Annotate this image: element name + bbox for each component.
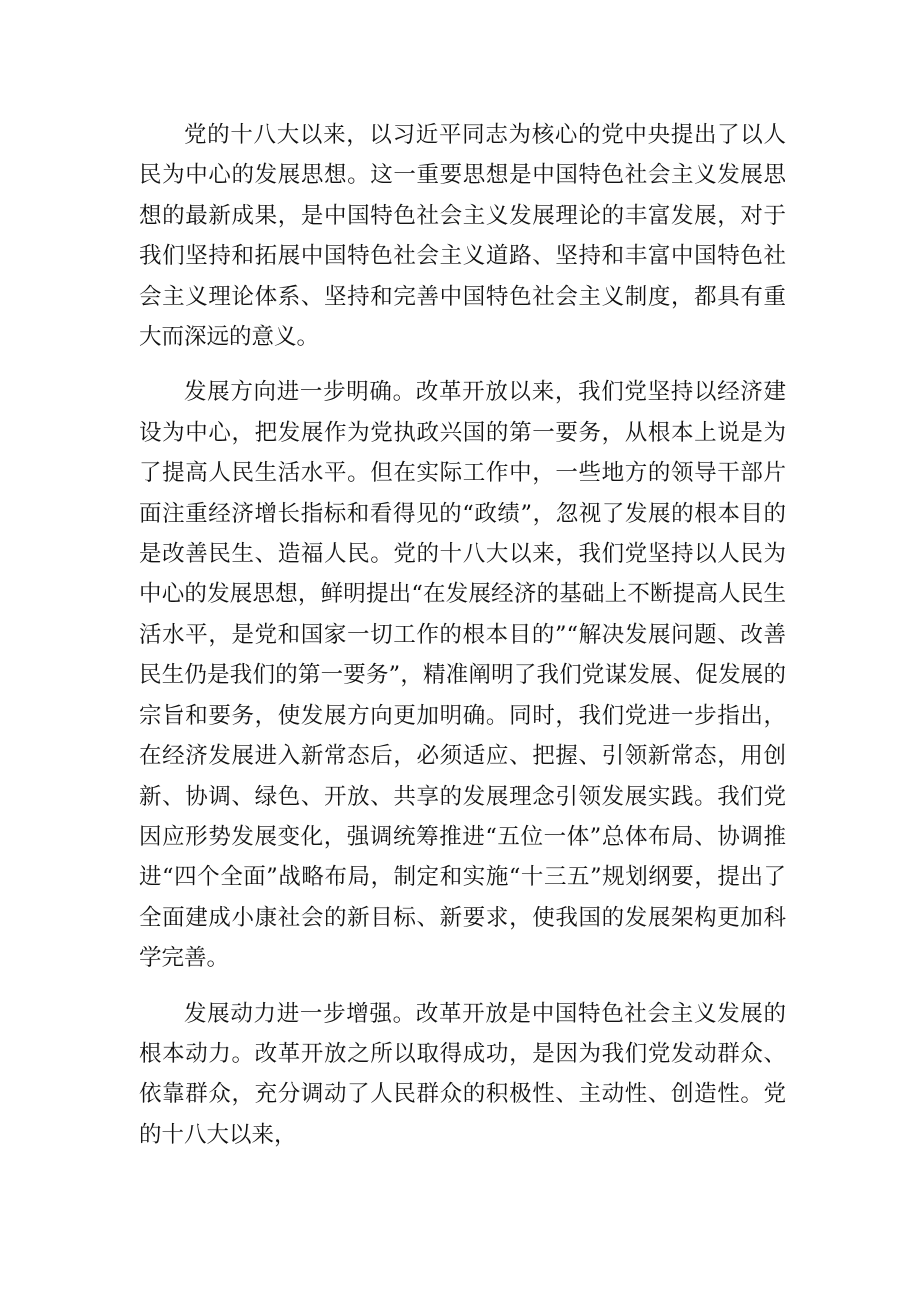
paragraph-3: 发展动力进一步增强。改革开放是中国特色社会主义发展的根本动力。改革开放之所以取得成功，是因为我们党发动群众、依靠群众，充分调动了人民群众的积极性、主动性、创造性。党的十八大以来，	[139, 1000, 786, 1148]
paragraph-2: 发展方向进一步明确。改革开放以来，我们党坚持以经济建设为中心，把发展作为党执政兴国的第一要务，从根本上说是为了提高人民生活水平。但在实际工作中，一些地方的领导干部片面注重经济增长指标和看得见的“政绩”，忽视了发展的根本目的是改善民生、造福人民。党的十八大以来，我们党坚持以人民为中心的发展思想，鲜明提出“在发展经济的基础上不断提高人民生活水平，是党和国家一切工作的根本目的”“解决发展问题、改善民生仍是我们的第一要务”，精准阐明了我们党谋发展、促发展的宗旨和要务，使发展方向更加明确。同时，我们党进一步指出，在经济发展进入新常态后，必须适应、把握、引领新常态，用创新、协调、绿色、开放、共享的发展理念引领发展实践。我们党因应形势发展变化，强调统筹推进“五位一体”总体布局、协调推进“四个全面”战略布局，制定和实施“十三五”规划纲要，提出了全面建成小康社会的新目标、新要求，使我国的发展架构更加科学完善。	[139, 379, 786, 972]
document-body	[139, 115, 786, 1155]
paragraph-1: 党的十八大以来，以习近平同志为核心的党中央提出了以人民为中心的发展思想。这一重要思想是中国特色社会主义发展思想的最新成果，是中国特色社会主义发展理论的丰富发展，对于我们坚持和拓展中国特色社会主义道路、坚持和丰富中国特色社会主义理论体系、坚持和完善中国特色社会主义制度，都具有重大而深远的意义。	[139, 122, 786, 351]
